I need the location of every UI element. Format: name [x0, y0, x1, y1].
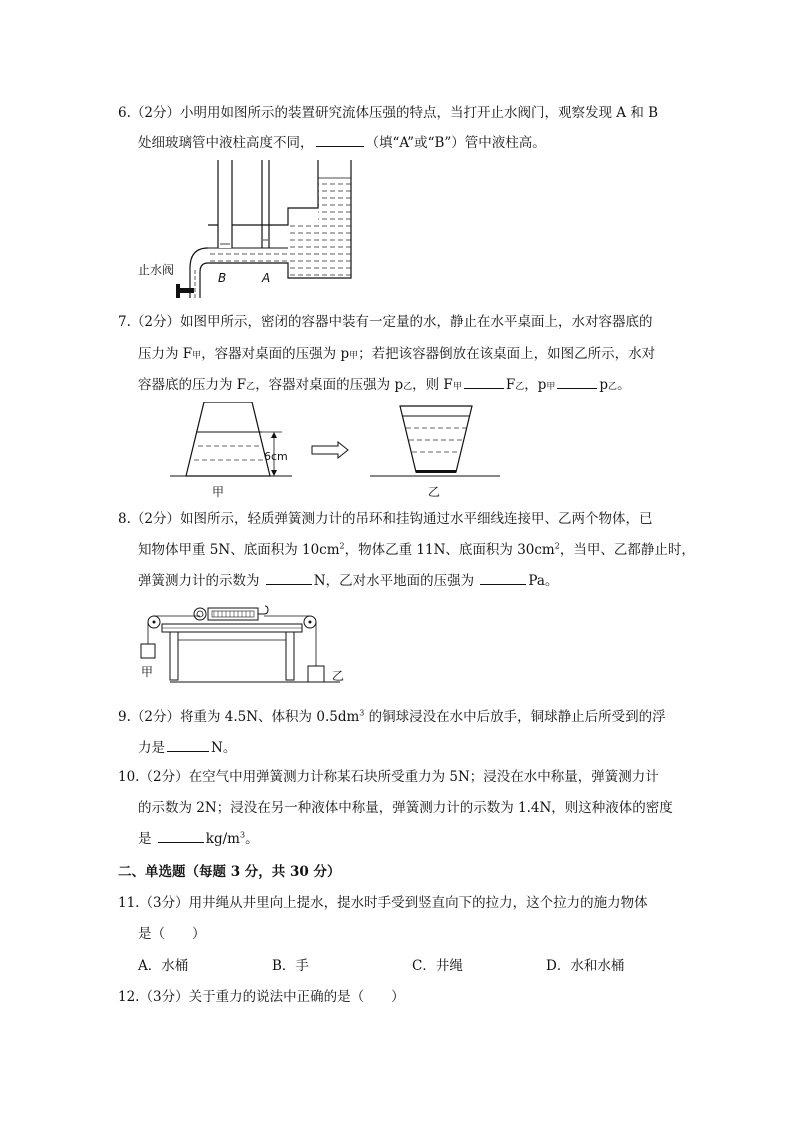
q8-text: ，物体乙重 11N、底面积为 30cm	[344, 542, 555, 558]
q9-number: 9.	[118, 709, 131, 725]
q6-answer-blank[interactable]	[316, 134, 364, 147]
q8-text: ，当甲、乙都静止时，	[559, 542, 695, 558]
q12-line1	[118, 988, 405, 1006]
q9-text: 力是	[138, 740, 165, 756]
q10-line1	[118, 768, 659, 786]
q11-option-c[interactable]: C．井绳	[412, 958, 463, 974]
q8-sup: 2	[339, 541, 345, 551]
q11-line2	[138, 925, 206, 943]
q12-text: 关于重力的说法中正确的是（ ）	[188, 989, 405, 1005]
q9-score: （2分）	[130, 709, 180, 725]
q7-text: ，容器对桌面的压强为 p	[201, 346, 350, 362]
q10-text: kg/m	[205, 831, 240, 847]
q10-text: 是	[138, 831, 156, 847]
q6-line2	[138, 134, 546, 152]
q11-line1	[118, 894, 648, 912]
q10-text: 的示数为 2N；浸没在另一种液体中称量，弹簧测力计的示数为 1.4N，则这种液体的密度	[138, 800, 673, 816]
q9-line2	[138, 739, 236, 757]
q8-text: N，乙对水平地面的压强为	[313, 573, 479, 589]
q11-options	[138, 957, 658, 975]
q8-sup: 2	[554, 541, 560, 551]
q7-number: 7.	[118, 314, 131, 330]
q11-number: 11.	[118, 895, 140, 911]
q7-figure	[170, 402, 520, 502]
q10-line2	[138, 799, 673, 817]
q7-sub: 甲	[349, 351, 359, 361]
q7-text: ；若把该容器倒放在该桌面上，如图乙所示，水对	[358, 346, 656, 362]
q6-label-b: B	[218, 271, 227, 285]
q8-text: Pa。	[528, 573, 559, 589]
q10-score: （2分）	[139, 769, 189, 785]
q10-number: 10.	[118, 769, 140, 785]
q11-option-b[interactable]: B．手	[272, 958, 309, 974]
q10-sup: 3	[239, 830, 246, 840]
q8-text-1: 如图所示，轻质弹簧测力计的吊环和挂钩通过水平细线连接甲、乙两个物体，已	[179, 511, 653, 527]
q12-score: （3分）	[139, 989, 189, 1005]
q8-line1	[118, 510, 652, 528]
q10-line3	[138, 830, 259, 848]
q7-text-1: 如图甲所示，密闭的容器中装有一定量的水，静止在水平桌面上，水对容器底的	[179, 314, 653, 330]
q6-line1	[118, 104, 658, 122]
q8-text: 知物体甲重 5N、底面积为 10cm	[138, 542, 340, 558]
q7-sub: 甲	[546, 382, 556, 392]
q9-answer-blank[interactable]	[167, 739, 209, 752]
q6-valve-label: 止水阀	[138, 263, 175, 277]
q11-score: （3分）	[139, 895, 189, 911]
q8-label-yi: 乙	[332, 669, 345, 683]
q6-number: 6.	[118, 105, 131, 121]
q7-text: ，容器对桌面的压强为 p	[255, 377, 404, 393]
q6-figure	[138, 160, 363, 300]
q8-number: 8.	[118, 511, 131, 527]
q7-line2	[138, 345, 655, 365]
q7-blank-force[interactable]	[464, 376, 504, 389]
q11-option-d[interactable]: D．水和水桶	[546, 958, 625, 974]
q10-text: 。	[245, 831, 259, 847]
q6-text-2b: （填“A”或“B”）管中液柱高。	[365, 135, 546, 151]
q11-text: 用井绳从井里向上提水，提水时手受到竖直向下的拉力，这个拉力的施力物体	[188, 895, 648, 911]
q10-answer-blank[interactable]	[158, 830, 204, 843]
q9-line1	[118, 708, 666, 726]
q11-option-a[interactable]: A．水桶	[138, 958, 189, 974]
q7-height-label: 6cm	[264, 450, 288, 463]
q10-text: 在空气中用弹簧测力计称某石块所受重力为 5N；浸没在水中称量，弹簧测力计	[188, 769, 659, 785]
q7-label-yi: 乙	[428, 485, 441, 499]
q7-text: p	[599, 377, 609, 393]
q8-figure	[140, 600, 360, 692]
q6-text-2a: 处细玻璃管中液柱高度不同，	[138, 135, 314, 151]
section-heading: 二、单选题（每题 3 分，共 30 分）	[118, 864, 341, 880]
q8-blank-reading[interactable]	[266, 572, 312, 585]
q9-text: N。	[211, 740, 237, 756]
q7-score: （2分）	[130, 314, 180, 330]
q7-sub: 乙	[403, 382, 413, 392]
q6-score: （2分）	[130, 105, 180, 121]
q11-text: 是（ ）	[138, 926, 206, 942]
q6-label-a: A	[262, 271, 271, 285]
q7-sub: 乙	[246, 382, 256, 392]
q8-label-jia: 甲	[141, 665, 154, 679]
q7-label-jia: 甲	[212, 485, 225, 499]
q8-line2	[138, 541, 695, 559]
q8-line3	[138, 572, 558, 590]
q7-sub: 甲	[452, 382, 462, 392]
q7-text: 容器底的压力为 F	[138, 377, 247, 393]
q7-line3	[138, 376, 631, 396]
q7-text: ，则 F	[412, 377, 453, 393]
q8-text: 弹簧测力计的示数为	[138, 573, 264, 589]
q8-blank-pressure[interactable]	[480, 572, 526, 585]
q7-text: ，p	[524, 377, 547, 393]
q9-text: 将重为 4.5N、体积为 0.5dm	[179, 709, 360, 725]
q7-line1	[118, 313, 652, 331]
q7-blank-pressure[interactable]	[557, 376, 597, 389]
q9-text: 的铜球浸没在水中后放手，铜球静止后所受到的浮	[364, 709, 666, 725]
q7-text: 压力为 F	[138, 346, 193, 362]
q12-number: 12.	[118, 989, 140, 1005]
q7-text: 。	[617, 377, 631, 393]
q6-text-1: 小明用如图所示的装置研究流体压强的特点，当打开止水阀门，观察发现 A 和 B	[179, 105, 659, 121]
q7-sub: 乙	[608, 382, 618, 392]
q7-sub: 甲	[192, 351, 202, 361]
q8-score: （2分）	[130, 511, 180, 527]
q9-sup: 3	[359, 708, 365, 718]
q7-text: F	[505, 377, 516, 393]
q7-sub: 乙	[515, 382, 525, 392]
